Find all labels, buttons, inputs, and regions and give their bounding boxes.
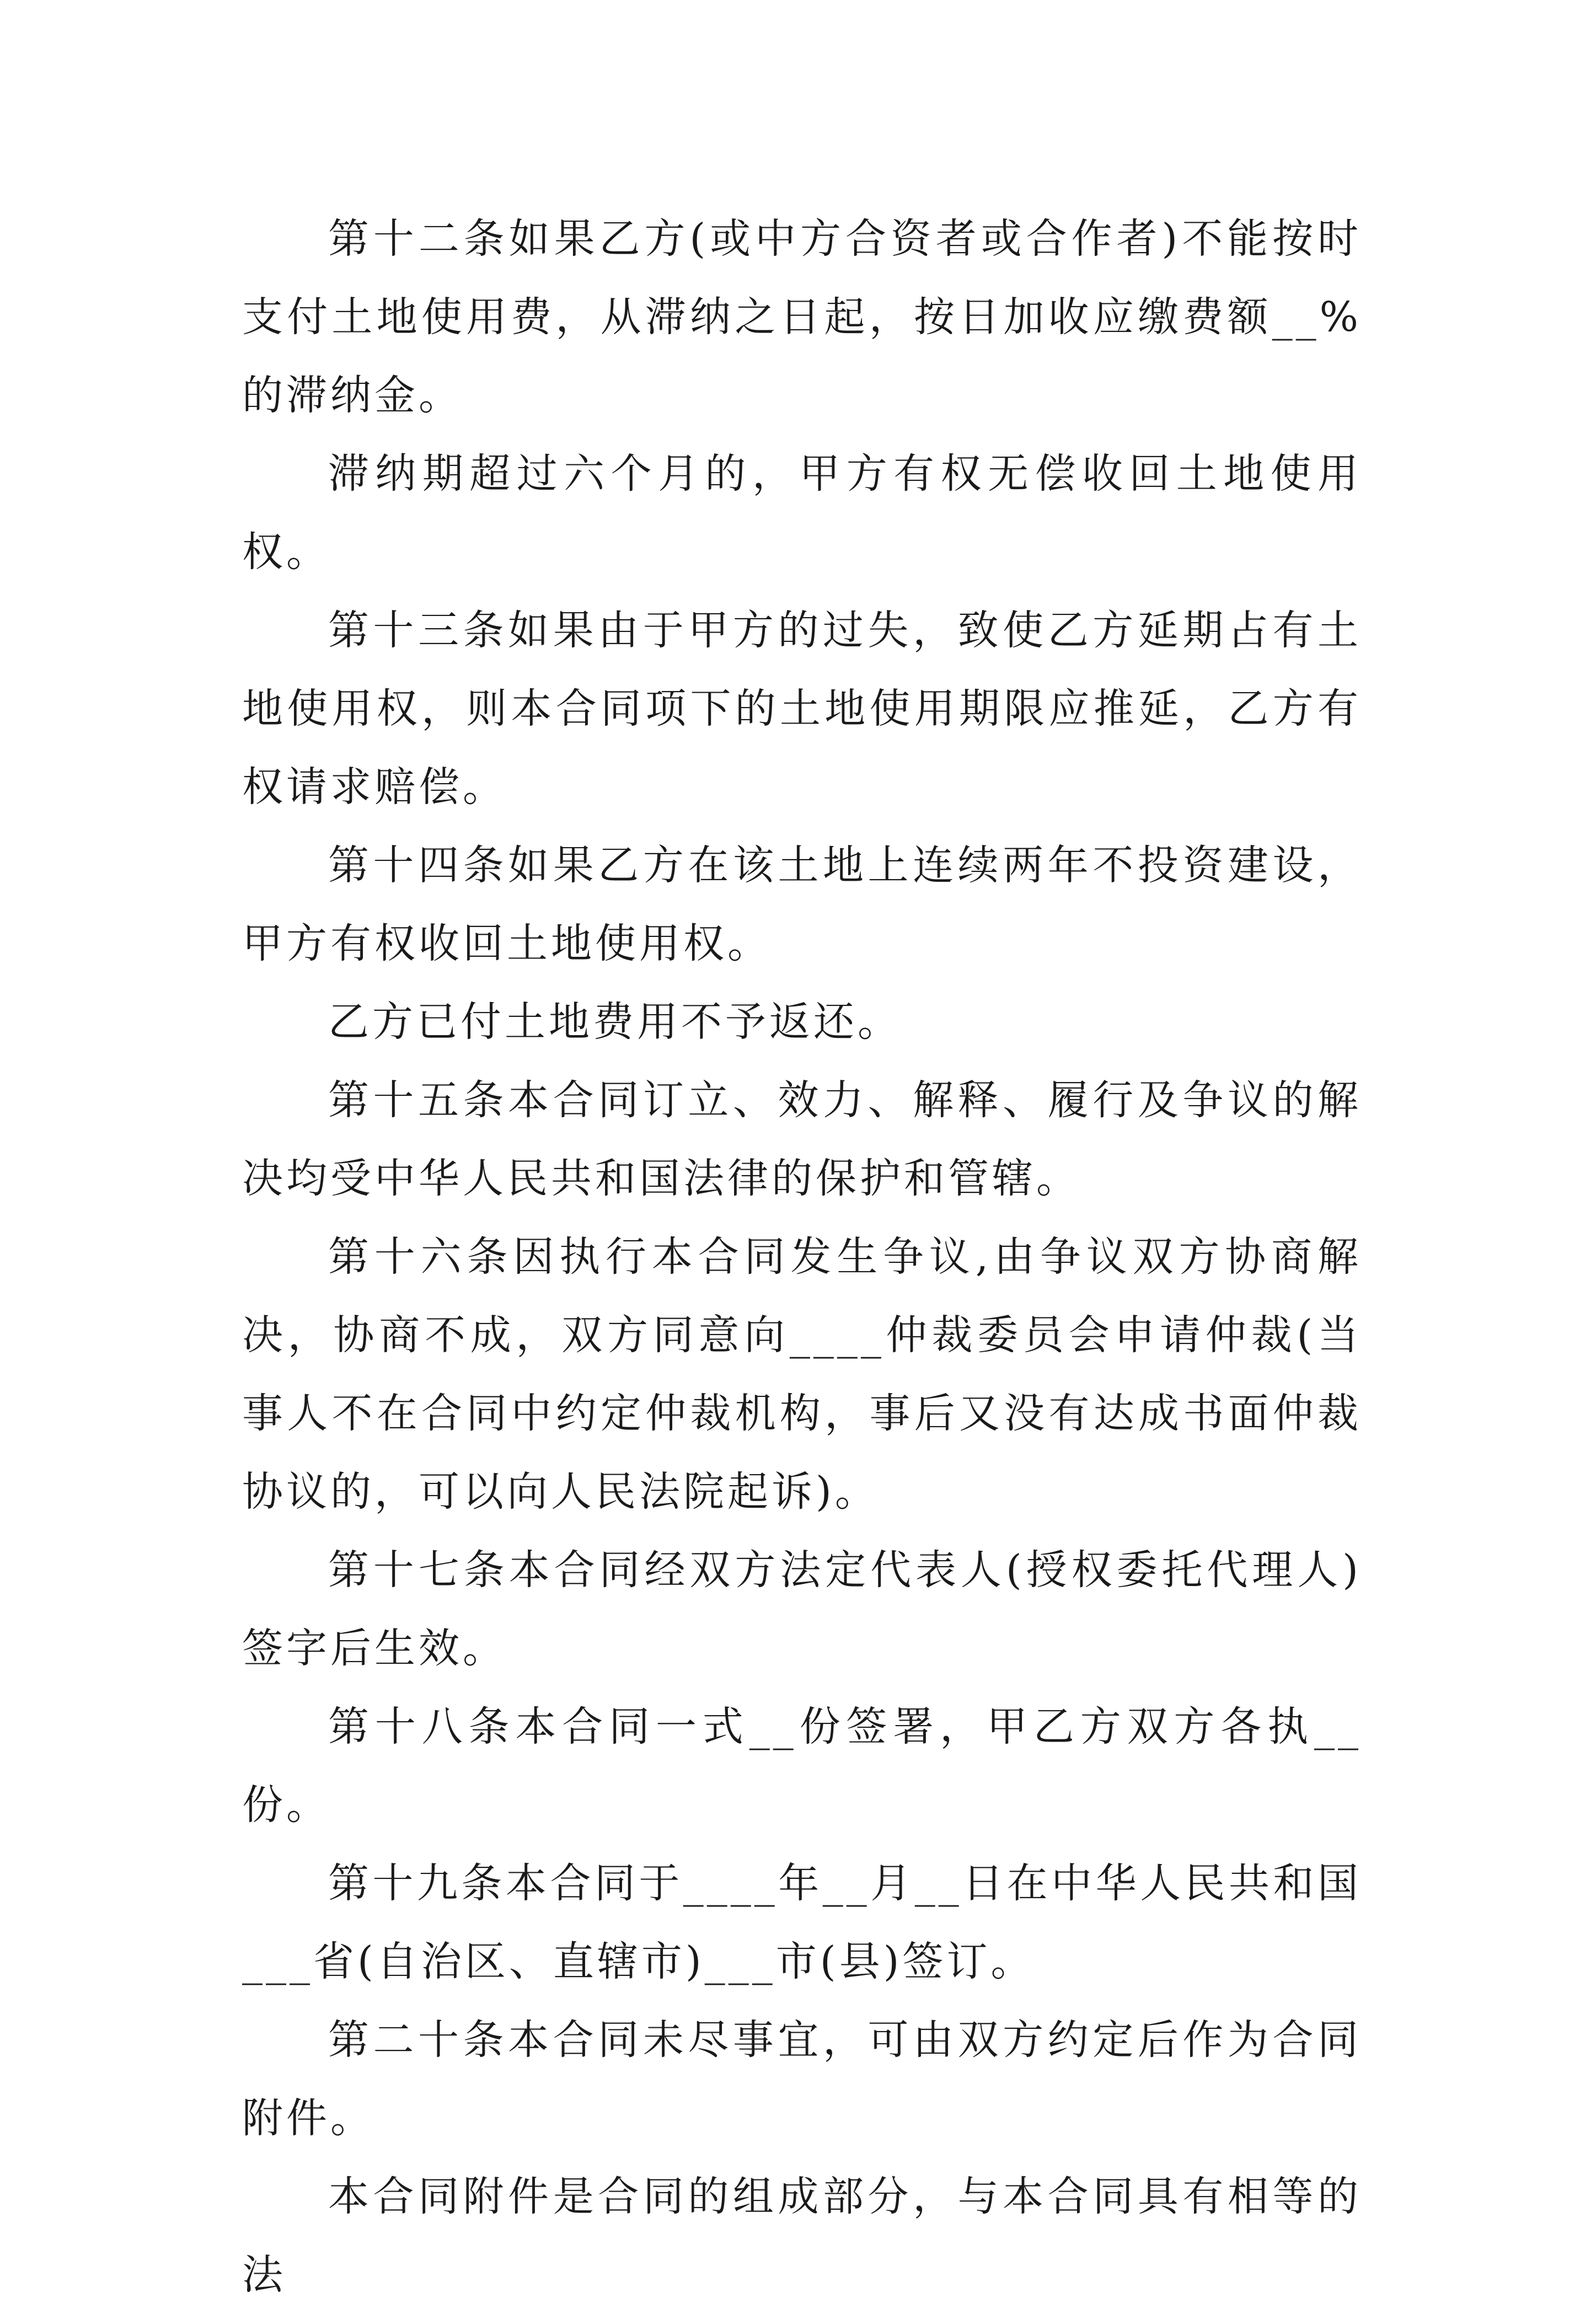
paragraph-article-12: 第十二条如果乙方(或中方合资者或合作者)不能按时支付土地使用费，从滞纳之日起，按日加收应缴费额__%的滞纳金。 [242, 215, 1362, 419]
paragraph-article-18: 第十八条本合同一式__份签署，甲乙方双方各执__份。 [242, 1703, 1362, 1829]
paragraph-article-15: 第十五条本合同订立、效力、解释、履行及争议的解决均受中华人民共和国法律的保护和管辖。 [242, 1076, 1362, 1202]
paragraph-article-13: 第十三条如果由于甲方的过失，致使乙方延期占有土地使用权，则本合同项下的土地使用期限应推延，乙方有权请求赔偿。 [242, 607, 1362, 811]
paragraph-article-14: 第十四条如果乙方在该土地上连续两年不投资建设，甲方有权收回土地使用权。 [242, 842, 1362, 967]
paragraph-attachment: 本合同附件是合同的组成部分，与本合同具有相等的法 [242, 2173, 1362, 2299]
paragraph-article-20: 第二十条本合同未尽事宜，可由双方约定后作为合同附件。 [242, 2016, 1362, 2142]
paragraph-no-refund: 乙方已付土地费用不予返还。 [328, 998, 902, 1046]
paragraph-article-17: 第十七条本合同经双方法定代表人(授权委托代理人)签字后生效。 [242, 1546, 1362, 1672]
document-body [242, 200, 1362, 2314]
paragraph-late-payment: 滞纳期超过六个月的，甲方有权无偿收回土地使用权。 [242, 450, 1362, 576]
paragraph-article-19: 第十九条本合同于____年__月__日在中华人民共和国___省(自治区、直辖市)___市(县)签订。 [242, 1860, 1362, 1985]
paragraph-article-16: 第十六条因执行本合同发生争议,由争议双方协商解决，协商不成，双方同意向____仲裁委员会申请仲裁(当事人不在合同中约定仲裁机构，事后又没有达成书面仲裁协议的，可以向人民法院起诉)。 [242, 1233, 1362, 1515]
